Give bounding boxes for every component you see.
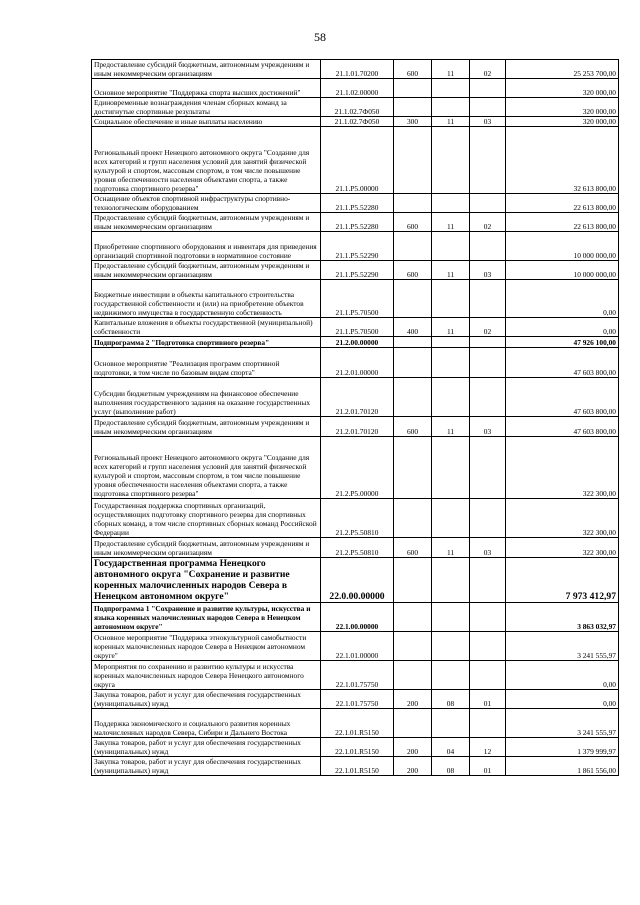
- section-cell: 11: [432, 213, 470, 232]
- row-name-cell: Основное мероприятие "Поддержка этнокультурной самобытности коренных малочисленных народов Севера в Ненецком автономном округе": [92, 632, 321, 661]
- subsection-cell: 02: [470, 318, 506, 337]
- expense-type-cell: 200: [394, 738, 432, 757]
- row-name-cell: Региональный проект Ненецкого автономного округа "Создание для всех категорий и групп населения условий для занятий физической культурой и спортом, массовым спортом, в том числе повышение уровня обеспеченности населения объектами спорта, а также подготовка спортивного резерва": [92, 127, 321, 194]
- section-cell: 04: [432, 738, 470, 757]
- section-cell: 11: [432, 60, 470, 79]
- section-cell: [432, 79, 470, 98]
- target-code-cell: 22.1.01.75750: [321, 690, 394, 709]
- table-row: [92, 60, 619, 79]
- expense-type-cell: 300: [394, 117, 432, 127]
- expense-type-cell: [394, 280, 432, 318]
- table-row: [92, 280, 619, 318]
- expense-type-cell: [394, 232, 432, 261]
- amount-cell: 0,00: [506, 318, 619, 337]
- section-cell: 08: [432, 690, 470, 709]
- amount-cell: 320 000,00: [506, 117, 619, 127]
- row-name-cell: Субсидии бюджетным учреждениям на финансовое обеспечение выполнения государственного задания на оказание государственных услуг (выполнение работ): [92, 378, 321, 417]
- target-code-cell: 22.1.01.00000: [321, 632, 394, 661]
- table-row: [92, 661, 619, 690]
- table-row: [92, 632, 619, 661]
- section-cell: 11: [432, 318, 470, 337]
- subsection-cell: 02: [470, 213, 506, 232]
- section-cell: [432, 127, 470, 194]
- expense-type-cell: [394, 661, 432, 690]
- expense-type-cell: [394, 348, 432, 378]
- expense-type-cell: 600: [394, 60, 432, 79]
- table-row: [92, 98, 619, 117]
- table-row: [92, 79, 619, 98]
- table-row: [92, 232, 619, 261]
- section-cell: [432, 337, 470, 348]
- amount-cell: 3 863 032,97: [506, 603, 619, 632]
- subsection-cell: 01: [470, 757, 506, 776]
- table-row: [92, 709, 619, 738]
- target-code-cell: 21.1.01.70200: [321, 60, 394, 79]
- subsection-cell: 12: [470, 738, 506, 757]
- target-code-cell: 22.1.01.R5150: [321, 709, 394, 738]
- table-row: [92, 194, 619, 213]
- expense-type-cell: 600: [394, 261, 432, 280]
- amount-cell: 47 603 800,00: [506, 348, 619, 378]
- target-code-cell: 21.1.P5.52280: [321, 194, 394, 213]
- amount-cell: 22 613 800,00: [506, 213, 619, 232]
- row-name-cell: Мероприятия по сохранению и развитию культуры и искусства коренных малочисленных народов Севера Ненецкого автономного округа: [92, 661, 321, 690]
- subsection-cell: [470, 232, 506, 261]
- subsection-cell: 03: [470, 117, 506, 127]
- expense-type-cell: [394, 437, 432, 499]
- section-cell: [432, 348, 470, 378]
- table-row: [92, 337, 619, 348]
- table-row: [92, 213, 619, 232]
- target-code-cell: 21.2.01.70120: [321, 417, 394, 437]
- amount-cell: 10 000 000,00: [506, 261, 619, 280]
- table-row: [92, 757, 619, 776]
- row-name-cell: Капитальные вложения в объекты государственной (муниципальной) собственности: [92, 318, 321, 337]
- section-cell: [432, 499, 470, 538]
- expense-type-cell: 600: [394, 417, 432, 437]
- subsection-cell: [470, 709, 506, 738]
- row-name-cell: Региональный проект Ненецкого автономного округа "Создание для всех категорий и групп населения условий для занятий физической культурой и спортом, массовым спортом, в том числе повышение уровня обеспеченности населения объектами спорта, а также подготовка спортивного резерва": [92, 437, 321, 499]
- subsection-cell: [470, 194, 506, 213]
- row-name-cell: Закупка товаров, работ и услуг для обеспечения государственных (муниципальных) нужд: [92, 690, 321, 709]
- expense-type-cell: [394, 558, 432, 603]
- section-cell: [432, 437, 470, 499]
- row-name-cell: Бюджетные инвестиции в объекты капитального строительства государственной собственности и (или) на приобретение объектов недвижимого имущества в государственную собственность: [92, 280, 321, 318]
- subsection-cell: [470, 98, 506, 117]
- table-row: [92, 499, 619, 538]
- table-row: [92, 690, 619, 709]
- amount-cell: 7 973 412,97: [506, 558, 619, 603]
- target-code-cell: 21.2.P5.00000: [321, 437, 394, 499]
- section-cell: [432, 194, 470, 213]
- section-cell: [432, 98, 470, 117]
- row-name-cell: Поддержка экономического и социального развития коренных малочисленных народов Севера, Сибири и Дальнего Востока: [92, 709, 321, 738]
- target-code-cell: 21.1.P5.00000: [321, 127, 394, 194]
- expense-type-cell: 400: [394, 318, 432, 337]
- row-name-cell: Предоставление субсидий бюджетным, автономным учреждениям и иным некоммерческим организациям: [92, 417, 321, 437]
- target-code-cell: 21.2.01.00000: [321, 348, 394, 378]
- amount-cell: 47 603 800,00: [506, 417, 619, 437]
- subsection-cell: 01: [470, 690, 506, 709]
- target-code-cell: 21.2.00.00000: [321, 337, 394, 348]
- section-cell: [432, 632, 470, 661]
- amount-cell: 1 379 999,97: [506, 738, 619, 757]
- subsection-cell: 03: [470, 417, 506, 437]
- subsection-cell: [470, 437, 506, 499]
- target-code-cell: 21.2.P5.50810: [321, 538, 394, 558]
- subsection-cell: 02: [470, 60, 506, 79]
- subsection-cell: [470, 499, 506, 538]
- target-code-cell: 21.2.01.70120: [321, 378, 394, 417]
- expense-type-cell: [394, 98, 432, 117]
- table-row: [92, 348, 619, 378]
- budget-table: [91, 59, 619, 776]
- expense-type-cell: 600: [394, 538, 432, 558]
- section-cell: [432, 232, 470, 261]
- table-row: [92, 261, 619, 280]
- expense-type-cell: [394, 194, 432, 213]
- row-name-cell: Предоставление субсидий бюджетным, автономным учреждениям и иным некоммерческим организациям: [92, 213, 321, 232]
- amount-cell: 0,00: [506, 690, 619, 709]
- section-cell: 11: [432, 417, 470, 437]
- row-name-cell: Единовременные вознаграждения членам сборных команд за достигнутые спортивные результаты: [92, 98, 321, 117]
- section-cell: [432, 603, 470, 632]
- row-name-cell: Подпрограмма 1 "Сохранение и развитие культуры, искусства и языка коренных малочисленных народов Севера в Ненецком автономном округе": [92, 603, 321, 632]
- row-name-cell: Государственная поддержка спортивных организаций, осуществляющих подготовку спортивного резерва для спортивных сборных команд, в том числе спортивных сборных команд Российской Федерации: [92, 499, 321, 538]
- subsection-cell: [470, 558, 506, 603]
- expense-type-cell: [394, 127, 432, 194]
- subsection-cell: [470, 348, 506, 378]
- subsection-cell: [470, 337, 506, 348]
- subsection-cell: 03: [470, 538, 506, 558]
- target-code-cell: 21.1.02.7Ф050: [321, 98, 394, 117]
- expense-type-cell: [394, 632, 432, 661]
- section-cell: 11: [432, 261, 470, 280]
- target-code-cell: 22.1.01.75750: [321, 661, 394, 690]
- target-code-cell: 22.1.01.R5150: [321, 757, 394, 776]
- amount-cell: 47 926 100,00: [506, 337, 619, 348]
- row-name-cell: Основное мероприятие "Реализация программ спортивной подготовки, в том числе по базовым видам спорта": [92, 348, 321, 378]
- table-row: [92, 318, 619, 337]
- row-name-cell: Закупка товаров, работ и услуг для обеспечения государственных (муниципальных) нужд: [92, 757, 321, 776]
- amount-cell: 322 300,00: [506, 437, 619, 499]
- target-code-cell: 22.0.00.00000: [321, 558, 394, 603]
- amount-cell: 1 861 556,00: [506, 757, 619, 776]
- page-number: 58: [314, 30, 326, 44]
- expense-type-cell: [394, 603, 432, 632]
- target-code-cell: 22.1.00.00000: [321, 603, 394, 632]
- amount-cell: 320 000,00: [506, 79, 619, 98]
- section-cell: 11: [432, 538, 470, 558]
- expense-type-cell: [394, 709, 432, 738]
- expense-type-cell: [394, 79, 432, 98]
- table-row: [92, 417, 619, 437]
- target-code-cell: 21.1.P5.52290: [321, 232, 394, 261]
- row-name-cell: Приобретение спортивного оборудования и инвентаря для приведения организаций спортивной подготовки в нормативное состояние: [92, 232, 321, 261]
- target-code-cell: 21.1.P5.52290: [321, 261, 394, 280]
- row-name-cell: Предоставление субсидий бюджетным, автономным учреждениям и иным некоммерческим организациям: [92, 261, 321, 280]
- subsection-cell: [470, 280, 506, 318]
- amount-cell: 22 613 800,00: [506, 194, 619, 213]
- expense-type-cell: [394, 499, 432, 538]
- target-code-cell: 21.1.02.7Ф050: [321, 117, 394, 127]
- expense-type-cell: [394, 378, 432, 417]
- amount-cell: 0,00: [506, 661, 619, 690]
- section-cell: [432, 378, 470, 417]
- subsection-cell: [470, 79, 506, 98]
- expense-type-cell: 200: [394, 757, 432, 776]
- section-cell: [432, 709, 470, 738]
- subsection-cell: [470, 632, 506, 661]
- section-cell: 11: [432, 117, 470, 127]
- row-name-cell: Предоставление субсидий бюджетным, автономным учреждениям и иным некоммерческим организациям: [92, 538, 321, 558]
- amount-cell: 3 241 555,97: [506, 632, 619, 661]
- amount-cell: 320 000,00: [506, 98, 619, 117]
- section-cell: 08: [432, 757, 470, 776]
- row-name-cell: Подпрограмма 2 "Подготовка спортивного резерва": [92, 337, 321, 348]
- amount-cell: 0,00: [506, 280, 619, 318]
- table-row: [92, 603, 619, 632]
- target-code-cell: 21.2.P5.50810: [321, 499, 394, 538]
- row-name-cell: Оснащение объектов спортивной инфраструктуры спортивно-технологическим оборудованием: [92, 194, 321, 213]
- target-code-cell: 21.1.P5.70500: [321, 318, 394, 337]
- amount-cell: 47 603 800,00: [506, 378, 619, 417]
- subsection-cell: [470, 603, 506, 632]
- amount-cell: 25 253 700,00: [506, 60, 619, 79]
- table-row: [92, 738, 619, 757]
- subsection-cell: [470, 127, 506, 194]
- row-name-cell: Социальное обеспечение и иные выплаты населению: [92, 117, 321, 127]
- table-row: [92, 127, 619, 194]
- section-cell: [432, 661, 470, 690]
- amount-cell: 32 613 800,00: [506, 127, 619, 194]
- row-name-cell: Предоставление субсидий бюджетным, автономным учреждениям и иным некоммерческим организациям: [92, 60, 321, 79]
- row-name-cell: Основное мероприятие "Поддержка спорта высших достижений": [92, 79, 321, 98]
- expense-type-cell: 600: [394, 213, 432, 232]
- row-name-cell: Закупка товаров, работ и услуг для обеспечения государственных (муниципальных) нужд: [92, 738, 321, 757]
- table-row: [92, 538, 619, 558]
- amount-cell: 322 300,00: [506, 538, 619, 558]
- section-cell: [432, 558, 470, 603]
- subsection-cell: 03: [470, 261, 506, 280]
- target-code-cell: 21.1.P5.70500: [321, 280, 394, 318]
- table-row: [92, 378, 619, 417]
- target-code-cell: 22.1.01.R5150: [321, 738, 394, 757]
- table-row: [92, 117, 619, 127]
- amount-cell: 3 241 555,97: [506, 709, 619, 738]
- amount-cell: 322 300,00: [506, 499, 619, 538]
- table-row: [92, 437, 619, 499]
- expense-type-cell: [394, 337, 432, 348]
- expense-type-cell: 200: [394, 690, 432, 709]
- section-cell: [432, 280, 470, 318]
- target-code-cell: 21.1.P5.52280: [321, 213, 394, 232]
- table-row: [92, 558, 619, 603]
- target-code-cell: 21.1.02.00000: [321, 79, 394, 98]
- subsection-cell: [470, 378, 506, 417]
- row-name-cell: Государственная программа Ненецкого автономного округа "Сохранение и развитие коренных малочисленных народов Севера в Ненецком автономном округе": [92, 558, 321, 603]
- subsection-cell: [470, 661, 506, 690]
- amount-cell: 10 000 000,00: [506, 232, 619, 261]
